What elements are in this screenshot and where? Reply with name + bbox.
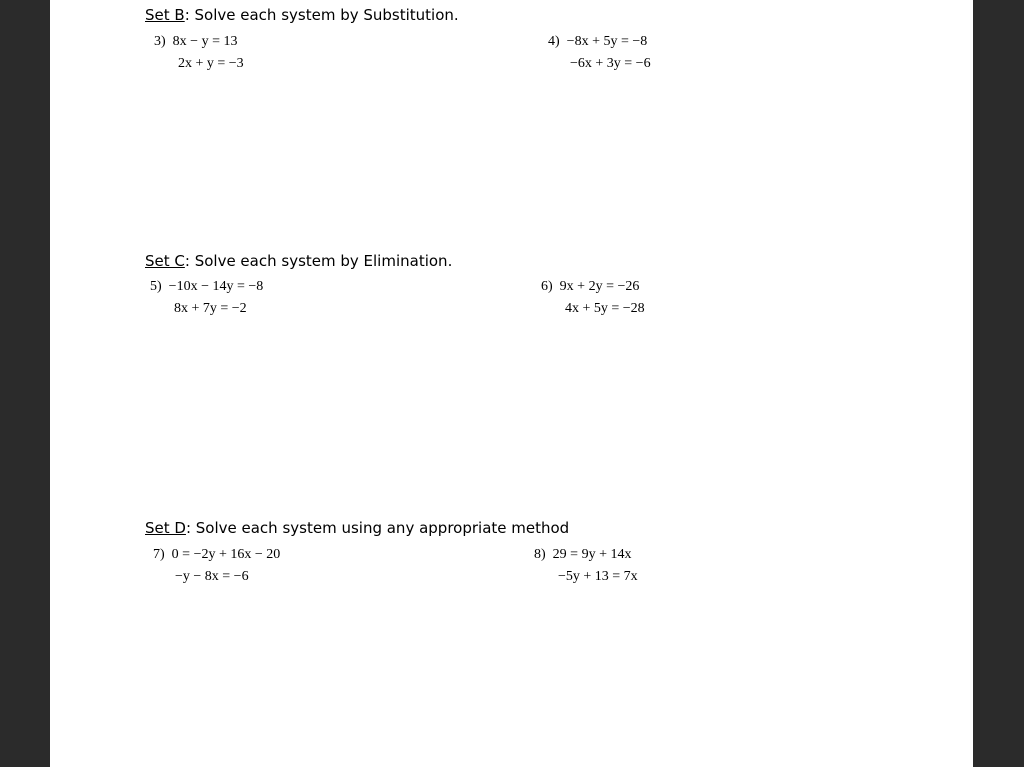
set-d-label: Set D (145, 519, 186, 537)
problem-8-equation-1: 29 = 9y + 14x (552, 547, 632, 562)
document-page (50, 0, 973, 767)
problem-3-number: 3) (154, 34, 166, 49)
problem-6-equation-1: 9x + 2y = −26 (559, 279, 640, 294)
problem-8-number: 8) (534, 547, 546, 562)
problem-3 (154, 31, 244, 75)
problem-4-equation-1: −8x + 5y = −8 (566, 34, 648, 49)
problem-3-equation-1: 8x − y = 13 (172, 34, 238, 49)
problem-5-equation-2: 8x + 7y = −2 (174, 301, 247, 316)
set-b-heading (145, 6, 459, 24)
problem-5-number: 5) (150, 279, 162, 294)
set-d-instruction: : Solve each system using any appropriate method (185, 519, 570, 537)
problem-4 (548, 31, 651, 75)
problem-3-equation-2: 2x + y = −3 (178, 56, 244, 71)
set-b-label: Set B (145, 6, 185, 24)
set-b-instruction: : Solve each system by Substitution. (184, 6, 459, 24)
problem-7 (153, 544, 280, 588)
problem-6 (541, 276, 645, 320)
problem-7-number: 7) (153, 547, 165, 562)
problem-5 (150, 276, 263, 320)
problem-6-equation-2: 4x + 5y = −28 (565, 301, 645, 316)
problem-8-equation-2: −5y + 13 = 7x (558, 569, 638, 584)
set-d-heading (145, 519, 569, 537)
problem-5-equation-1: −10x − 14y = −8 (168, 279, 264, 294)
problem-4-number: 4) (548, 34, 560, 49)
problem-7-equation-2: −y − 8x = −6 (175, 569, 249, 584)
set-c-label: Set C (145, 252, 185, 270)
problem-8 (534, 544, 638, 588)
problem-4-equation-2: −6x + 3y = −6 (570, 56, 651, 71)
problem-7-equation-1: 0 = −2y + 16x − 20 (171, 547, 281, 562)
set-c-heading (145, 252, 452, 270)
problem-6-number: 6) (541, 279, 553, 294)
set-c-instruction: : Solve each system by Elimination. (184, 252, 453, 270)
